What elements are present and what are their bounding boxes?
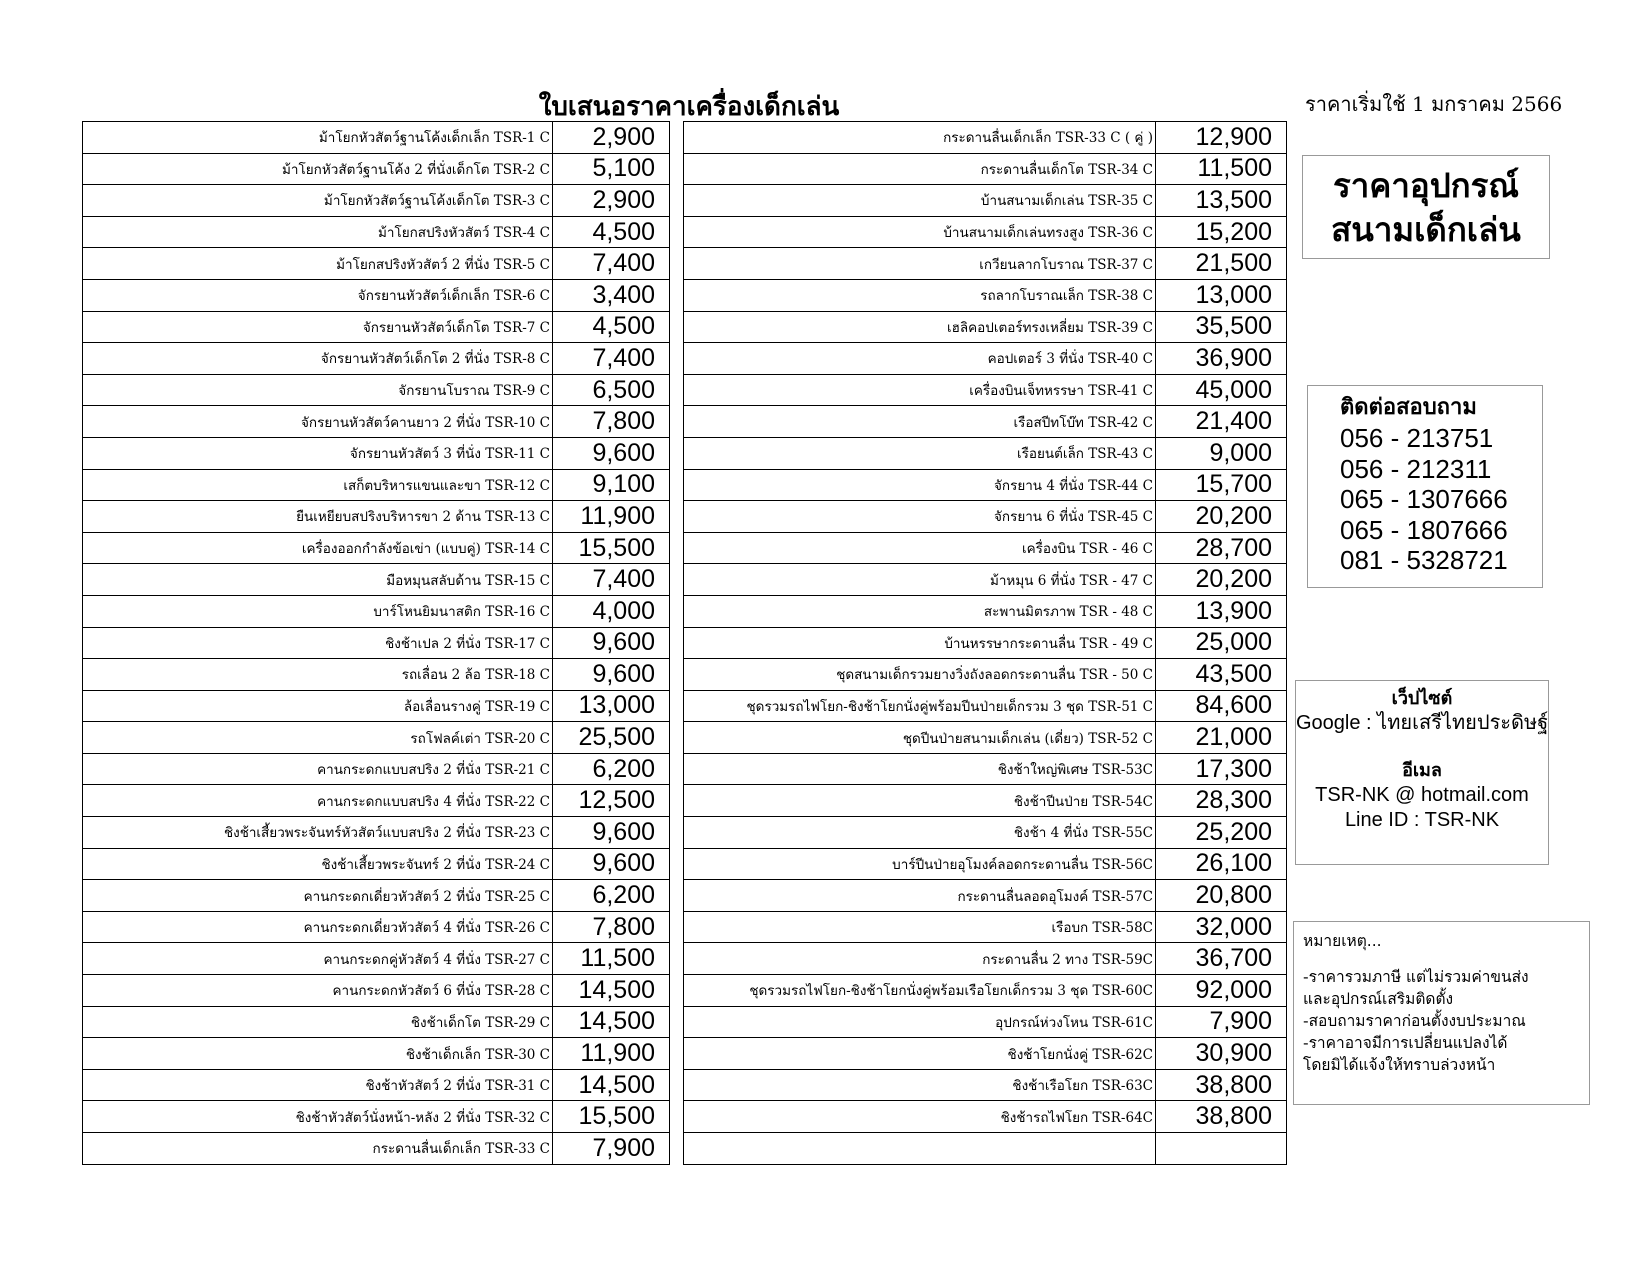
item-price: 6,200 — [553, 753, 670, 785]
price-row — [684, 1133, 1287, 1165]
price-row — [83, 848, 670, 880]
item-name: ชิงช้า 4 ที่นั่ง TSR-55C — [684, 817, 1156, 849]
item-name: ชิงช้าเสี้ยวพระจันทร์ 2 ที่นั่ง TSR-24 C — [83, 848, 553, 880]
item-name: ชิงช้าหัวสัตว์ 2 ที่นั่ง TSR-31 C — [83, 1069, 553, 1101]
item-price: 14,500 — [553, 1006, 670, 1038]
item-price: 7,400 — [553, 564, 670, 596]
item-name: คอปเตอร์ 3 ที่นั่ง TSR-40 C — [684, 343, 1156, 375]
price-table-left — [82, 121, 670, 1165]
item-price: 11,500 — [553, 943, 670, 975]
item-name: บ้านหรรษากระดานลื่น TSR - 49 C — [684, 627, 1156, 659]
item-name: จักรยานโบราณ TSR-9 C — [83, 374, 553, 406]
item-name: กระดานลื่น 2 ทาง TSR-59C — [684, 943, 1156, 975]
item-name: คานกระดกเดี่ยวหัวสัตว์ 4 ที่นั่ง TSR-26 C — [83, 911, 553, 943]
item-name: กระดานลื่นลอดอุโมงค์ TSR-57C — [684, 880, 1156, 912]
item-price: 3,400 — [553, 279, 670, 311]
item-name: คานกระดกหัวสัตว์ 6 ที่นั่ง TSR-28 C — [83, 975, 553, 1007]
item-price: 28,300 — [1156, 785, 1287, 817]
item-name: จักรยานหัวสัตว์เด็กโต TSR-7 C — [83, 311, 553, 343]
price-row — [684, 501, 1287, 533]
price-row — [684, 122, 1287, 154]
item-price: 20,200 — [1156, 564, 1287, 596]
item-price: 6,500 — [553, 374, 670, 406]
note-line: และอุปกรณ์เสริมติดตั้ง — [1303, 990, 1454, 1008]
item-name: มือหมุนสลับด้าน TSR-15 C — [83, 564, 553, 596]
equipment-heading-box — [1302, 155, 1550, 259]
item-price: 15,700 — [1156, 469, 1287, 501]
price-row — [83, 279, 670, 311]
phone-number: 065 - 1807666 — [1340, 514, 1508, 545]
item-name: รถโฟลค์เต่า TSR-20 C — [83, 722, 553, 754]
item-name: จักรยานหัวสัตว์ 3 ที่นั่ง TSR-11 C — [83, 437, 553, 469]
item-price: 9,600 — [553, 848, 670, 880]
item-name: ชิงช้าเสี้ยวพระจันทร์หัวสัตว์แบบสปริง 2 ที่นั่ง TSR-23 C — [83, 817, 553, 849]
item-price: 15,200 — [1156, 216, 1287, 248]
price-row — [83, 1101, 670, 1133]
item-price: 20,200 — [1156, 501, 1287, 533]
item-price: 38,800 — [1156, 1101, 1287, 1133]
phone-number: 056 - 212311 — [1340, 453, 1492, 484]
item-name: บาร์ปีนป่ายอุโมงค์ลอดกระดานลื่น TSR-56C — [684, 848, 1156, 880]
price-row — [83, 1069, 670, 1101]
price-row — [83, 311, 670, 343]
item-price: 2,900 — [553, 122, 670, 154]
item-price: 7,900 — [553, 1133, 670, 1165]
price-row — [83, 943, 670, 975]
item-name: ม้าโยกหัวสัตว์ฐานโค้งเด็กโต TSR-3 C — [83, 185, 553, 217]
item-name: ม้าโยกสปริงหัวสัตว์ TSR-4 C — [83, 216, 553, 248]
page-title: ใบเสนอราคาเครื่องเด็กเล่น — [538, 92, 840, 122]
item-price: 45,000 — [1156, 374, 1287, 406]
effective-date: ราคาเริ่มใช้ 1 มกราคม 2566 — [1305, 92, 1563, 116]
item-price: 13,000 — [553, 690, 670, 722]
price-row — [684, 753, 1287, 785]
item-price: 5,100 — [553, 153, 670, 185]
price-row — [83, 343, 670, 375]
item-name: กระดานลื่นเด็กโต TSR-34 C — [684, 153, 1156, 185]
price-row — [684, 627, 1287, 659]
price-row — [684, 311, 1287, 343]
price-row — [83, 722, 670, 754]
price-row — [684, 532, 1287, 564]
item-name: คานกระดกแบบสปริง 4 ที่นั่ง TSR-22 C — [83, 785, 553, 817]
price-row — [684, 279, 1287, 311]
item-name: ล้อเลื่อนรางคู่ TSR-19 C — [83, 690, 553, 722]
price-row — [684, 690, 1287, 722]
price-row — [83, 185, 670, 217]
price-row — [83, 627, 670, 659]
item-price: 14,500 — [553, 975, 670, 1007]
item-name: ม้าโยกหัวสัตว์ฐานโค้งเด็กเล็ก TSR-1 C — [83, 122, 553, 154]
item-name: ม้าโยกหัวสัตว์ฐานโค้ง 2 ที่นั่งเด็กโต TSR-2 C — [83, 153, 553, 185]
item-price: 11,500 — [1156, 153, 1287, 185]
item-name: ชิงช้าโยกนั่งคู่ TSR-62C — [684, 1038, 1156, 1070]
item-name: จักรยาน 4 ที่นั่ง TSR-44 C — [684, 469, 1156, 501]
line-id: Line ID : TSR-NK — [1344, 809, 1500, 831]
item-name: กระดานลื่นเด็กเล็ก TSR-33 C ( คู่ ) — [684, 122, 1156, 154]
item-name: คานกระดกเดี่ยวหัวสัตว์ 2 ที่นั่ง TSR-25 C — [83, 880, 553, 912]
item-name: รถเลื่อน 2 ล้อ TSR-18 C — [83, 659, 553, 691]
item-name: บ้านสนามเด็กเล่น TSR-35 C — [684, 185, 1156, 217]
phone-number: 081 - 5328721 — [1340, 545, 1508, 575]
price-row — [684, 911, 1287, 943]
item-price: 9,600 — [553, 659, 670, 691]
price-row — [684, 185, 1287, 217]
price-row — [684, 1038, 1287, 1070]
item-price: 20,800 — [1156, 880, 1287, 912]
item-name: เรือสปีทโบ๊ท TSR-42 C — [684, 406, 1156, 438]
note-line: -ราคารวมภาษี แต่ไม่รวมค่าขนส่ง — [1303, 968, 1529, 986]
item-price: 7,400 — [553, 343, 670, 375]
price-row — [83, 122, 670, 154]
note-line: โดยมิได้แจ้งให้ทราบล่วงหน้า — [1303, 1056, 1496, 1074]
item-price: 25,200 — [1156, 817, 1287, 849]
item-price: 7,900 — [1156, 1006, 1287, 1038]
item-name: เฮลิคอปเตอร์ทรงเหลี่ยม TSR-39 C — [684, 311, 1156, 343]
price-row — [83, 880, 670, 912]
phone-number: 056 - 213751 — [1340, 423, 1494, 453]
price-row — [83, 374, 670, 406]
item-name: ชิงช้าเรือโยก TSR-63C — [684, 1069, 1156, 1101]
price-row — [684, 406, 1287, 438]
web-contact-box — [1295, 680, 1549, 865]
price-row — [684, 943, 1287, 975]
price-row — [684, 785, 1287, 817]
price-row — [684, 880, 1287, 912]
item-price: 36,700 — [1156, 943, 1287, 975]
item-name: กระดานลื่นเด็กเล็ก TSR-33 C — [83, 1133, 553, 1165]
item-price: 15,500 — [553, 532, 670, 564]
price-row — [83, 975, 670, 1007]
price-row — [83, 501, 670, 533]
item-price: 9,000 — [1156, 437, 1287, 469]
item-price: 13,000 — [1156, 279, 1287, 311]
item-price: 17,300 — [1156, 753, 1287, 785]
item-price: 9,600 — [553, 437, 670, 469]
item-price: 84,600 — [1156, 690, 1287, 722]
contact-title: ติดต่อสอบถาม — [1340, 395, 1477, 420]
item-name: เสก็ตบริหารแขนและขา TSR-12 C — [83, 469, 553, 501]
item-name: ชิงช้ารถไฟโยก TSR-64C — [684, 1101, 1156, 1133]
price-row — [83, 690, 670, 722]
item-price: 25,500 — [553, 722, 670, 754]
email-label: อีเมล — [1402, 760, 1442, 781]
price-row — [684, 564, 1287, 596]
item-name: เกวียนลากโบราณ TSR-37 C — [684, 248, 1156, 280]
phone-number: 065 - 1307666 — [1340, 484, 1508, 514]
item-price: 6,200 — [553, 880, 670, 912]
item-name — [684, 1133, 1156, 1165]
item-name: คานกระดกคู่หัวสัตว์ 4 ที่นั่ง TSR-27 C — [83, 943, 553, 975]
item-name: ชุดสนามเด็กรวมยางวิ่งถังลอดกระดานลื่น TSR - 50 C — [684, 659, 1156, 691]
item-price: 11,900 — [553, 1038, 670, 1070]
item-price: 4,500 — [553, 311, 670, 343]
item-price: 9,600 — [553, 817, 670, 849]
price-row — [684, 659, 1287, 691]
email-value: TSR-NK @ hotmail.com — [1315, 784, 1529, 806]
item-name: เครื่องบิน TSR - 46 C — [684, 532, 1156, 564]
item-price: 38,800 — [1156, 1069, 1287, 1101]
item-price: 21,500 — [1156, 248, 1287, 280]
price-row — [684, 1101, 1287, 1133]
item-name: รถลากโบราณเล็ก TSR-38 C — [684, 279, 1156, 311]
item-price: 35,500 — [1156, 311, 1287, 343]
item-price: 11,900 — [553, 501, 670, 533]
item-name: ชิงช้าเด็กโต TSR-29 C — [83, 1006, 553, 1038]
item-name: เครื่องออกกำลังข้อเข่า (แบบคู่) TSR-14 C — [83, 532, 553, 564]
website-label: เว็ปไซต์ — [1391, 688, 1453, 709]
price-row — [684, 248, 1287, 280]
item-price: 7,400 — [553, 248, 670, 280]
item-name: ชุดรวมรถไฟโยก-ชิงช้าโยกนั่งคู่พร้อมเรือโยกเด็กรวม 3 ชุด TSR-60C — [684, 975, 1156, 1007]
item-price: 28,700 — [1156, 532, 1287, 564]
price-row — [83, 153, 670, 185]
price-row — [83, 817, 670, 849]
item-price: 14,500 — [553, 1069, 670, 1101]
item-name: ชิงช้าหัวสัตว์นั่งหน้า-หลัง 2 ที่นั่ง TSR-32 C — [83, 1101, 553, 1133]
item-price: 12,500 — [553, 785, 670, 817]
price-row — [83, 785, 670, 817]
item-price: 92,000 — [1156, 975, 1287, 1007]
notes-title: หมายเหตุ... — [1303, 932, 1382, 950]
price-row — [684, 1069, 1287, 1101]
price-row — [83, 911, 670, 943]
item-price: 12,900 — [1156, 122, 1287, 154]
heading-line-2: สนามเด็กเล่น — [1331, 210, 1521, 249]
item-price: 21,000 — [1156, 722, 1287, 754]
item-name: บ้านสนามเด็กเล่นทรงสูง TSR-36 C — [684, 216, 1156, 248]
price-row — [83, 248, 670, 280]
item-price: 32,000 — [1156, 911, 1287, 943]
price-row — [684, 216, 1287, 248]
note-line: -ราคาอาจมีการเปลี่ยนแปลงได้ — [1303, 1034, 1508, 1052]
item-name: จักรยานหัวสัตว์เด็กเล็ก TSR-6 C — [83, 279, 553, 311]
item-name: อุปกรณ์ห่วงโหน TSR-61C — [684, 1006, 1156, 1038]
item-price: 2,900 — [553, 185, 670, 217]
item-price: 7,800 — [553, 911, 670, 943]
price-table-right — [683, 121, 1287, 1165]
item-name: เครื่องบินเจ็ทหรรษา TSR-41 C — [684, 374, 1156, 406]
item-name: ยืนเหยียบสปริงบริหารขา 2 ด้าน TSR-13 C — [83, 501, 553, 533]
price-row — [83, 216, 670, 248]
item-price: 15,500 — [553, 1101, 670, 1133]
item-name: จักรยานหัวสัตว์เด็กโต 2 ที่นั่ง TSR-8 C — [83, 343, 553, 375]
heading-line-1: ราคาอุปกรณ์ — [1333, 166, 1519, 205]
item-name: เรือบก TSR-58C — [684, 911, 1156, 943]
item-price: 7,800 — [553, 406, 670, 438]
item-name: ชิงช้าปีนป่าย TSR-54C — [684, 785, 1156, 817]
contact-box — [1307, 385, 1543, 588]
item-name: ชิงช้าใหญ่พิเศษ TSR-53C — [684, 753, 1156, 785]
item-name: ม้าหมุน 6 ที่นั่ง TSR - 47 C — [684, 564, 1156, 596]
item-name: เรือยนต์เล็ก TSR-43 C — [684, 437, 1156, 469]
price-row — [684, 975, 1287, 1007]
item-price: 13,500 — [1156, 185, 1287, 217]
price-row — [83, 532, 670, 564]
price-row — [83, 1133, 670, 1165]
item-price: 36,900 — [1156, 343, 1287, 375]
price-row — [83, 753, 670, 785]
item-price — [1156, 1133, 1287, 1165]
price-row — [83, 437, 670, 469]
item-name: จักรยานหัวสัตว์คานยาว 2 ที่นั่ง TSR-10 C — [83, 406, 553, 438]
price-row — [83, 469, 670, 501]
item-name: สะพานมิตรภาพ TSR - 48 C — [684, 595, 1156, 627]
item-name: บาร์โหนยิมนาสติก TSR-16 C — [83, 595, 553, 627]
item-price: 4,000 — [553, 595, 670, 627]
price-row — [684, 343, 1287, 375]
price-row — [83, 564, 670, 596]
item-price: 26,100 — [1156, 848, 1287, 880]
note-line: -สอบถามราคาก่อนตั้งงบประมาณ — [1303, 1012, 1526, 1030]
item-price: 30,900 — [1156, 1038, 1287, 1070]
item-price: 13,900 — [1156, 595, 1287, 627]
price-row — [83, 659, 670, 691]
item-price: 4,500 — [553, 216, 670, 248]
notes-box — [1293, 921, 1590, 1105]
item-name: ชิงช้าเปล 2 ที่นั่ง TSR-17 C — [83, 627, 553, 659]
price-row — [684, 469, 1287, 501]
price-row — [83, 1006, 670, 1038]
price-row — [684, 595, 1287, 627]
item-name: ชิงช้าเด็กเล็ก TSR-30 C — [83, 1038, 553, 1070]
price-row — [684, 848, 1287, 880]
price-row — [83, 595, 670, 627]
item-price: 9,100 — [553, 469, 670, 501]
item-price: 25,000 — [1156, 627, 1287, 659]
price-row — [684, 153, 1287, 185]
item-name: ม้าโยกสปริงหัวสัตว์ 2 ที่นั่ง TSR-5 C — [83, 248, 553, 280]
price-row — [684, 1006, 1287, 1038]
website-value: Google : ไทยเสรีไทยประดิษฐ์ — [1296, 712, 1549, 734]
item-name: ชุดรวมรถไฟโยก-ชิงช้าโยกนั่งคู่พร้อมปีนป่ายเด็กรวม 3 ชุด TSR-51 C — [684, 690, 1156, 722]
price-row — [684, 722, 1287, 754]
item-name: จักรยาน 6 ที่นั่ง TSR-45 C — [684, 501, 1156, 533]
item-name: คานกระดกแบบสปริง 2 ที่นั่ง TSR-21 C — [83, 753, 553, 785]
item-price: 9,600 — [553, 627, 670, 659]
item-price: 21,400 — [1156, 406, 1287, 438]
price-row — [684, 437, 1287, 469]
price-row — [83, 406, 670, 438]
price-row — [684, 374, 1287, 406]
item-name: ชุดปีนป่ายสนามเด็กเล่น (เดี่ยว) TSR-52 C — [684, 722, 1156, 754]
item-price: 43,500 — [1156, 659, 1287, 691]
price-row — [684, 817, 1287, 849]
price-row — [83, 1038, 670, 1070]
